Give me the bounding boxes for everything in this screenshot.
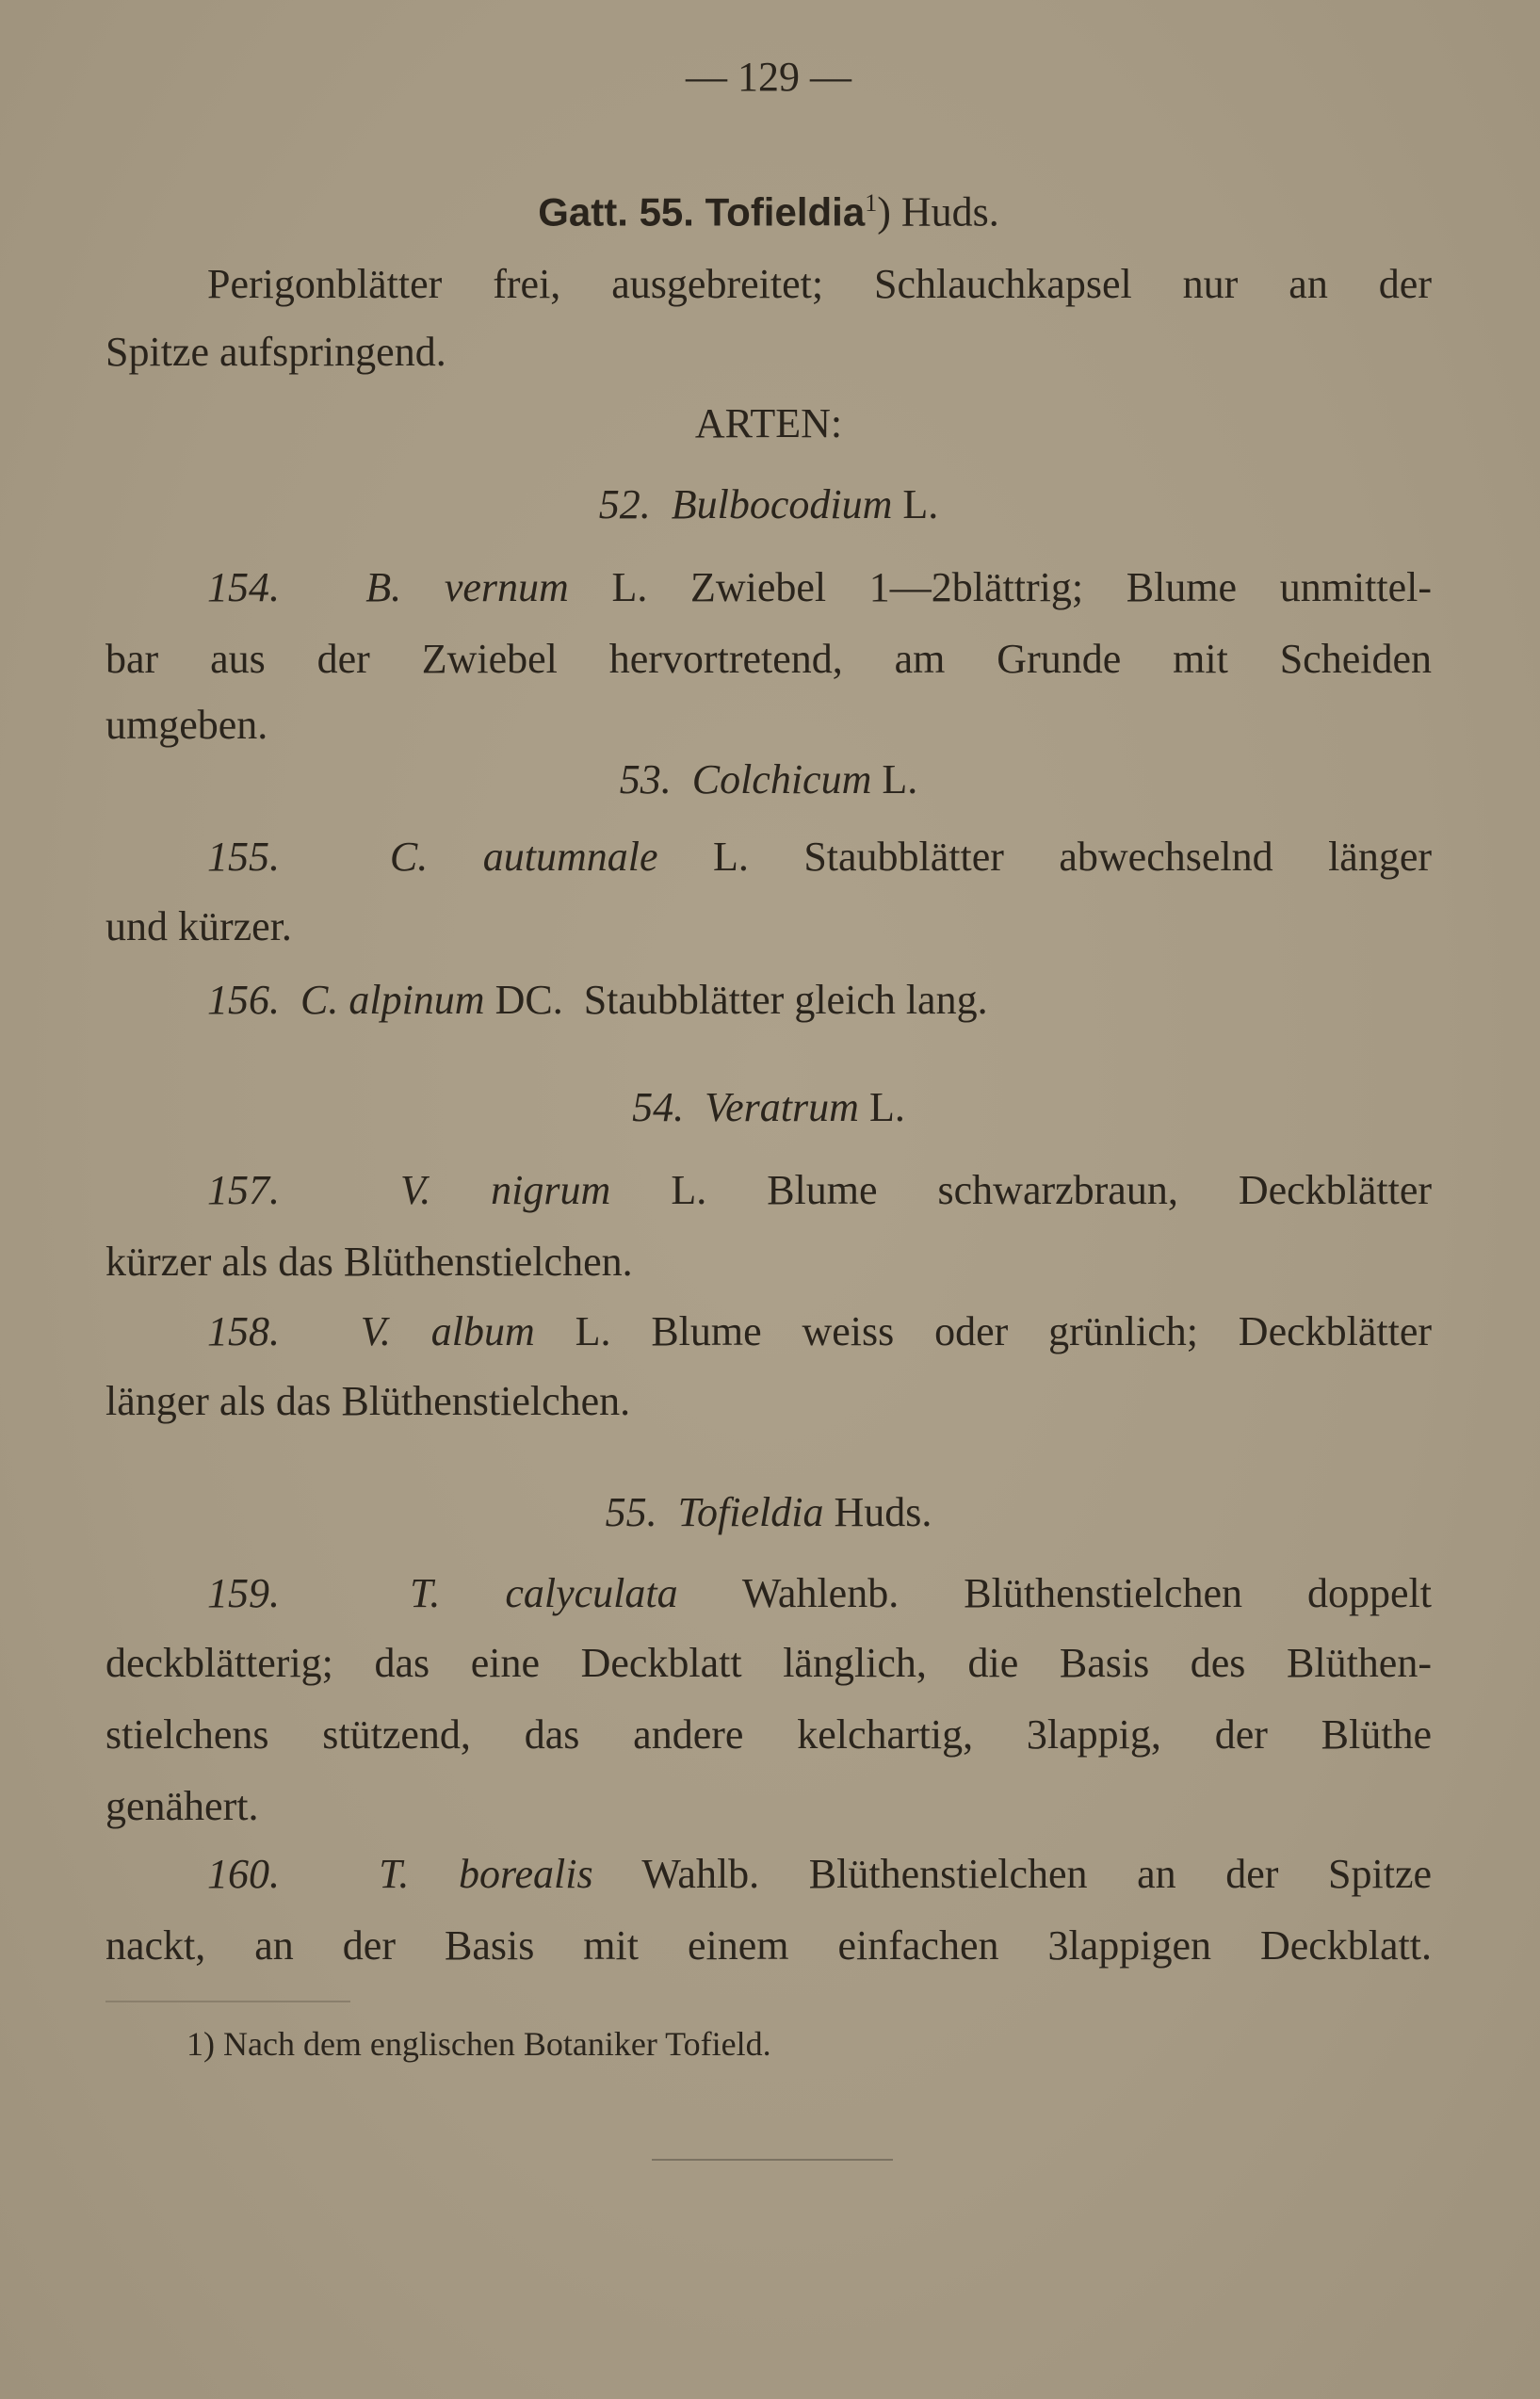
species-text: Blüthenstielchen doppelt	[964, 1570, 1433, 1616]
species-number: 160.	[207, 1851, 280, 1897]
species-154-line-1	[105, 552, 1432, 624]
species-text: Blume schwarzbraun, Deckblätter	[767, 1167, 1433, 1213]
species-author: DC.	[494, 977, 563, 1023]
species-name: T. borealis	[379, 1851, 593, 1897]
genus-author: Huds.	[834, 1489, 932, 1535]
genus-heading-54	[105, 1072, 1432, 1143]
species-author: L.	[671, 1167, 707, 1213]
species-number: 155.	[207, 834, 280, 880]
species-154-line-3: umgeben.	[105, 702, 268, 748]
genus-name: Veratrum	[705, 1084, 859, 1130]
species-159-line-2: deckblätterig; das eine Deckblatt länglich, die Basis des Blüthen-	[105, 1640, 1432, 1686]
species-number: 154.	[207, 564, 280, 610]
genus-heading-52	[105, 469, 1432, 541]
species-155-line-2: und kürzer.	[105, 903, 292, 949]
species-text: Blume weiss oder grünlich; Deckblätter	[651, 1308, 1433, 1354]
genus-number: 55.	[605, 1489, 657, 1535]
genus-number: 54.	[632, 1084, 685, 1130]
species-name: V. nigrum	[399, 1167, 611, 1213]
species-name: C. autumnale	[389, 834, 658, 880]
species-number: 159.	[207, 1570, 280, 1616]
page-number: — 129 —	[686, 54, 851, 100]
genus-heading-prefix: Gatt. 55. Tofieldia	[538, 189, 866, 235]
species-159-line-1	[105, 1558, 1432, 1629]
species-158-line-1	[105, 1296, 1432, 1368]
genus-heading-suffix: ) Huds.	[877, 188, 999, 235]
genus-author: L.	[868, 1084, 905, 1130]
genus-author: L.	[902, 481, 939, 527]
species-number: 157.	[207, 1167, 280, 1213]
species-157-line-2: kürzer als das Blüthenstielchen.	[105, 1239, 633, 1285]
arten-heading: ARTEN:	[694, 400, 843, 446]
species-156-line-1	[105, 964, 1432, 1036]
genus-heading-53	[105, 744, 1432, 816]
species-158-line-2: länger als das Blüthenstielchen.	[105, 1378, 631, 1424]
species-160-line-1	[105, 1839, 1432, 1910]
genus-description-line-1: Perigonblätter frei, ausgebreitet; Schlauchkapsel nur an der	[207, 261, 1432, 307]
species-text: Zwiebel 1—2blättrig; Blume unmittel-	[689, 564, 1433, 610]
species-name: T. calyculata	[410, 1570, 678, 1616]
species-author: L.	[575, 1308, 611, 1354]
genus-name: Bulbocodium	[671, 481, 893, 527]
species-157-line-1	[105, 1155, 1432, 1226]
footnote: 1) Nach dem englischen Botaniker Tofield.	[186, 2025, 771, 2063]
genus-heading-55	[105, 1477, 1432, 1548]
genus-heading	[105, 168, 1432, 249]
species-159-line-3: stielchens stützend, das andere kelchartig, 3lappig, der Blüthe	[105, 1711, 1432, 1758]
end-rule	[652, 2159, 893, 2161]
species-name: B. vernum	[365, 564, 569, 610]
genus-number: 52.	[598, 481, 651, 527]
species-text: Staubblätter abwechselnd länger	[803, 834, 1433, 880]
species-author: Wahlb.	[641, 1851, 760, 1897]
species-160-line-2: nackt, an der Basis mit einem einfachen 3lappigen Deckblatt.	[105, 1922, 1432, 1969]
genus-number: 53.	[619, 756, 672, 802]
genus-name: Tofieldia	[677, 1489, 824, 1535]
genus-description-line-2: Spitze aufspringend.	[105, 329, 446, 375]
genus-name: Colchicum	[691, 756, 872, 802]
species-author: L.	[712, 834, 749, 880]
species-159-line-4: genähert.	[105, 1783, 259, 1829]
species-number: 158.	[207, 1308, 280, 1354]
species-text: Staubblätter gleich lang.	[583, 977, 988, 1023]
species-number: 156.	[207, 977, 280, 1023]
species-name: V. album	[360, 1308, 535, 1354]
species-154-line-2: bar aus der Zwiebel hervortretend, am Grunde mit Scheiden	[105, 636, 1432, 682]
footnote-separator	[105, 2001, 350, 2002]
footnote-marker: 1	[865, 189, 878, 217]
species-author: Wahlenb.	[741, 1570, 900, 1616]
genus-author: L.	[882, 756, 918, 802]
species-author: L.	[611, 564, 648, 610]
species-text: Blüthenstielchen an der Spitze	[808, 1851, 1433, 1897]
species-155-line-1	[105, 821, 1432, 893]
species-name: C. alpinum	[300, 977, 485, 1023]
